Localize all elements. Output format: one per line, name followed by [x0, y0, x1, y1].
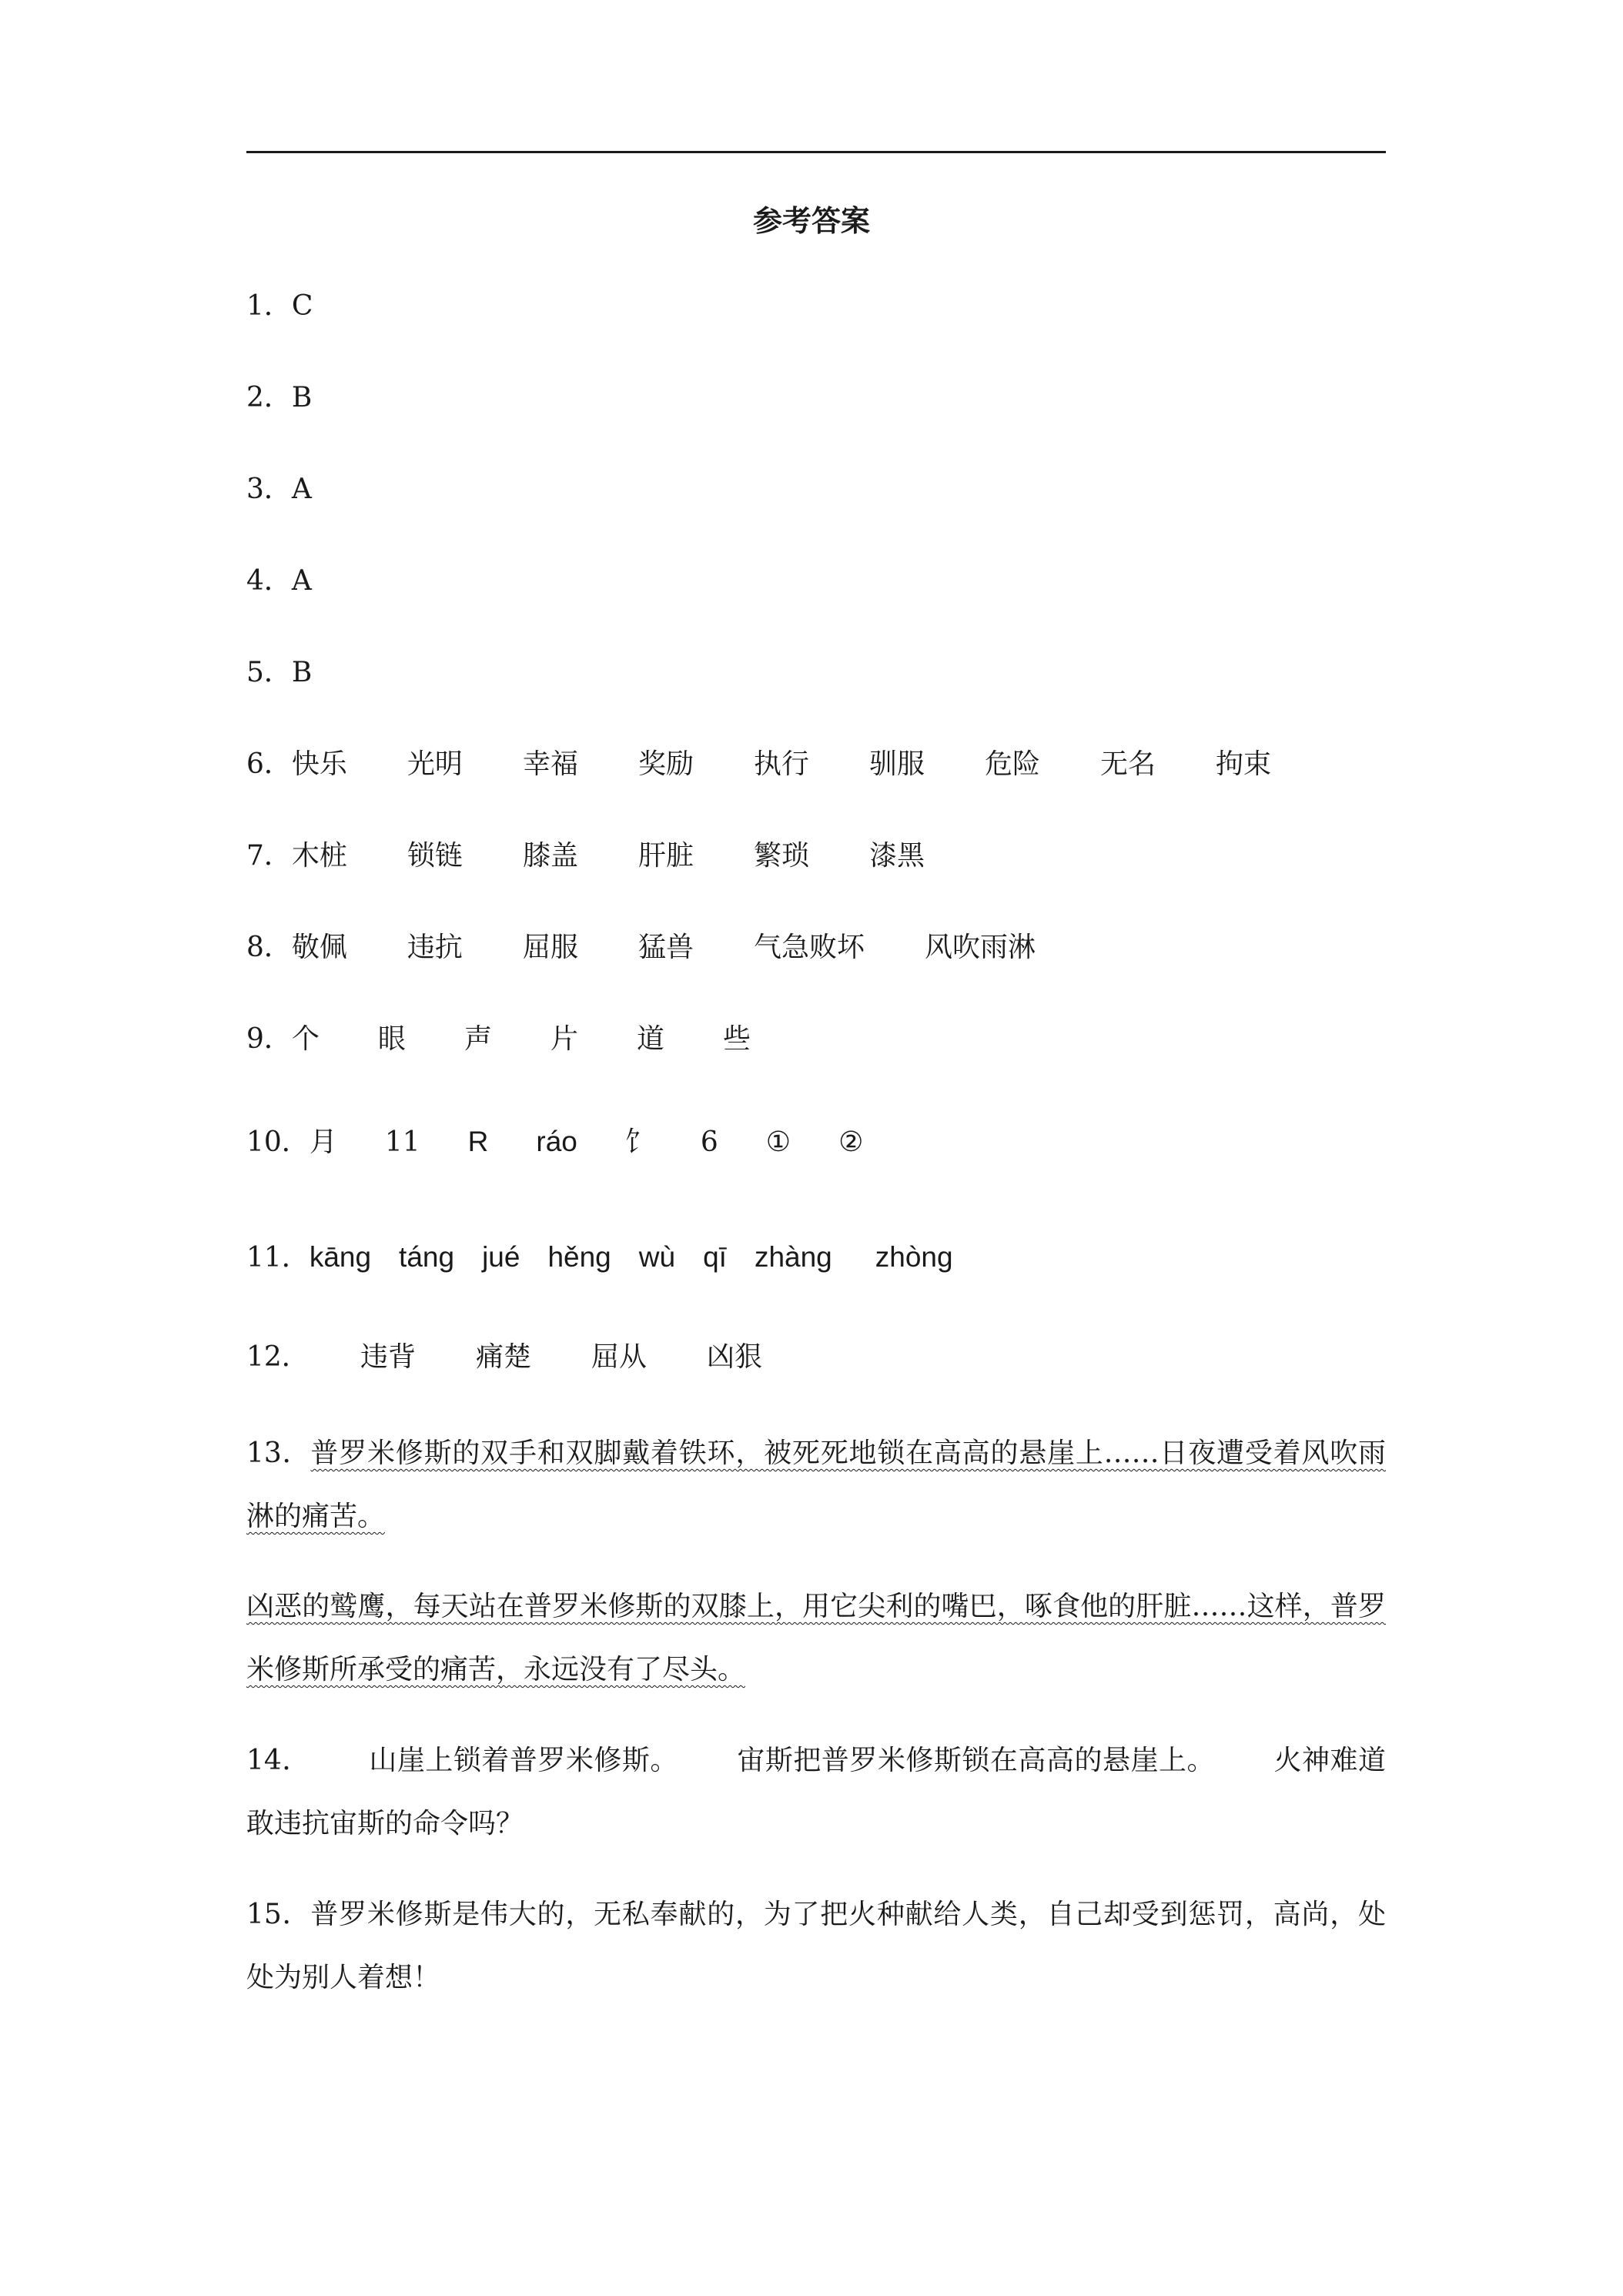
answer-word: ②	[838, 1126, 864, 1158]
answer-word: 月	[309, 1126, 337, 1158]
answer-text: 普罗米修斯是伟大的，无私奉献的，为了把火种献给人类，自己却受到惩罚，高尚，处处为别人着想！	[246, 1899, 1386, 1993]
answer-3	[246, 470, 312, 509]
answer-word: ráo	[536, 1126, 577, 1157]
answer-word: 风吹雨淋	[924, 932, 1036, 963]
answer-word: 声	[463, 1023, 492, 1055]
answer-15	[246, 1883, 1386, 2010]
answer-number: 12．	[246, 1341, 310, 1373]
answer-word: 拘束	[1216, 748, 1272, 780]
answer-text: B	[291, 657, 313, 688]
answer-13	[246, 1422, 1386, 1548]
answer-number: 1．	[246, 290, 292, 322]
answer-text: C	[291, 290, 313, 322]
underlined-sentence: 凶恶的鹫鹰，每天站在普罗米修斯的双膝上，用它尖利的嘴巴，啄食他的肝脏……这样，普罗米修斯所承受的痛苦，永远没有了尽头。	[246, 1591, 1386, 1685]
answer-11	[246, 1238, 953, 1277]
answer-12	[246, 1338, 822, 1377]
answer-word: R	[467, 1126, 489, 1157]
answer-pinyin: jué	[482, 1241, 520, 1273]
answer-sentence: 山崖上锁着普罗米修斯。	[368, 1745, 678, 1776]
answer-word: 执行	[753, 748, 809, 780]
answer-pinyin: kāng	[309, 1241, 372, 1273]
answer-word: 违抗	[407, 932, 463, 963]
answer-pinyin: qī	[703, 1241, 727, 1273]
answer-pinyin: zhòng	[875, 1241, 953, 1273]
answer-word: 屈从	[591, 1341, 648, 1373]
answer-word: 违背	[360, 1341, 417, 1373]
answer-word: 片	[550, 1023, 578, 1055]
answer-5	[246, 654, 312, 692]
answer-word: 些	[722, 1023, 751, 1055]
answer-9	[246, 1020, 809, 1059]
answer-word: 奖励	[637, 748, 694, 780]
answer-number: 3．	[246, 474, 292, 505]
answer-word: 幸福	[522, 748, 578, 780]
answer-sentence: 火神难道敢违抗宙斯的命令吗？	[246, 1745, 1386, 1839]
answer-word: 个	[291, 1023, 320, 1055]
answer-word: 凶狠	[707, 1341, 763, 1373]
answer-number: 7．	[246, 840, 292, 872]
answer-word: 痛楚	[476, 1341, 532, 1373]
answer-word: 快乐	[291, 748, 347, 780]
answer-text: A	[291, 565, 312, 597]
answer-word: 繁琐	[753, 840, 809, 872]
page-title: 参考答案	[752, 203, 870, 238]
answer-word: 敬佩	[291, 932, 347, 963]
answer-word: 无名	[1100, 748, 1156, 780]
answer-number: 5．	[246, 657, 292, 688]
answer-number: 14．	[246, 1745, 310, 1776]
answer-word: 肝脏	[637, 840, 694, 872]
answer-word: 猛兽	[637, 932, 694, 963]
answer-4	[246, 562, 312, 601]
answer-13-second-paragraph	[246, 1575, 1386, 1702]
answer-number: 8．	[246, 932, 292, 963]
answer-word: 膝盖	[522, 840, 578, 872]
answer-word: 木桩	[291, 840, 347, 872]
answer-word: 驯服	[868, 748, 925, 780]
answer-word: 锁链	[407, 840, 463, 872]
answer-text: B	[291, 382, 313, 413]
answer-word: 光明	[407, 748, 463, 780]
answer-7	[246, 837, 985, 875]
answer-sentence: 宙斯把普罗米修斯锁在高高的悬崖上。	[736, 1745, 1215, 1776]
answer-number: 6．	[246, 748, 292, 780]
answer-6	[246, 745, 1331, 784]
answer-1	[246, 287, 313, 326]
answer-pinyin: zhàng	[754, 1241, 832, 1273]
answer-10	[246, 1123, 911, 1162]
answer-word: ①	[765, 1126, 791, 1158]
answer-word: 气急败坏	[753, 932, 865, 963]
answer-number: 4．	[246, 565, 292, 597]
header-rule	[246, 151, 1386, 153]
answer-number: 15．	[246, 1899, 311, 1930]
answer-14	[246, 1729, 1386, 1856]
answer-pinyin: wù	[638, 1241, 676, 1273]
answer-number: 11．	[246, 1242, 310, 1274]
answer-word: 危险	[985, 748, 1041, 780]
answer-number: 9．	[246, 1023, 292, 1055]
answer-word: 饣	[624, 1126, 653, 1158]
answer-word: 漆黑	[868, 840, 925, 872]
answer-text: A	[291, 474, 312, 505]
answer-word: 11	[384, 1126, 420, 1158]
answer-number: 2．	[246, 382, 292, 413]
answer-2	[246, 379, 312, 417]
answer-8	[246, 929, 1096, 967]
answer-number: 13．	[246, 1438, 311, 1469]
answer-word: 屈服	[522, 932, 578, 963]
answer-number: 10．	[246, 1126, 310, 1158]
answer-pinyin: táng	[399, 1241, 455, 1273]
answer-word: 道	[636, 1023, 664, 1055]
answer-word: 6	[700, 1126, 718, 1158]
answer-word: 眼	[377, 1023, 406, 1055]
answer-pinyin: hěng	[547, 1241, 611, 1273]
underlined-sentence: 普罗米修斯的双手和双脚戴着铁环，被死死地锁在高高的悬崖上……日夜遭受着风吹雨淋的痛苦。	[246, 1438, 1386, 1532]
